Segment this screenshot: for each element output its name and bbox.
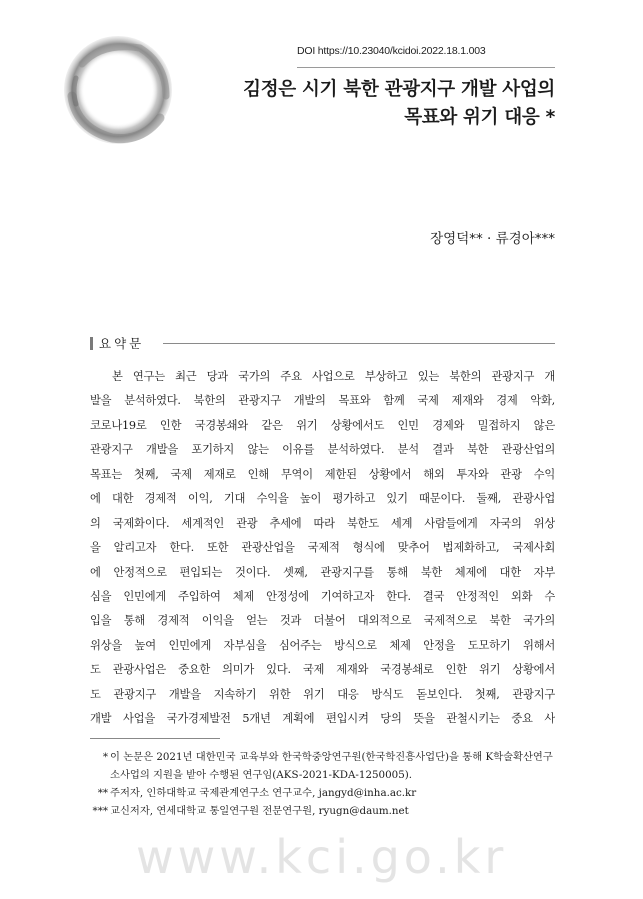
footnote-text: 이 논문은 2021년 대한민국 교육부와 한국학중앙연구원(한국학진흥사업단)을 통해 K학술확산연구소사업의 지원을 받아 수행된 연구임(AKS-2021-KDA-1250005).: [110, 751, 553, 781]
abstract-line: 에 대한 경제적 이익, 기대 수익을 높이 평가하고 있기 때문이다. 둘째, 관광사업: [90, 492, 555, 506]
abstract-line: 본 연구는 최근 당과 국가의 주요 사업으로 부상하고 있는 북한의 관광지구 개: [112, 370, 555, 383]
abstract-heading-label: 요약문: [99, 336, 145, 351]
footnote-text: 교신저자, 연세대학교 통일연구원 전문연구원, ryugn@daum.net: [110, 805, 409, 817]
doi-divider: [297, 67, 555, 68]
footnote-funding: [90, 748, 555, 784]
footnotes: [90, 748, 555, 820]
footnote-text: 주저자, 인하대학교 국제관계연구소 연구교수, jangyd@inha.ac.kr: [110, 787, 417, 799]
abstract-line: 도 관광사업은 중요한 의미가 있다. 국제 제재와 국경봉쇄로 인한 위기 상황에서: [90, 663, 555, 677]
kci-watermark: www.kci.go.kr: [136, 830, 508, 884]
doi-text: DOI https://10.23040/kcidoi.2022.18.1.003: [297, 45, 486, 57]
abstract-line: 입을 통해 경제적 이익을 얻는 것과 더불어 대외적으로 국제적으로 북한 국가의: [90, 614, 555, 628]
footnote-mark: *: [102, 751, 108, 763]
abstract-line: 도 관광지구 개발을 지속하기 위한 위기 대응 방식도 돋보인다. 첫째, 관광지구: [90, 687, 555, 701]
abstract-rule: [163, 343, 555, 344]
footnote-corresponding-author: [90, 802, 555, 820]
abstract-line: 관광지구 개발을 포기하지 않는 이유를 분석하였다. 분석 결과 북한 관광산업의: [90, 443, 555, 457]
abstract-line: 심을 인민에게 주입하여 체제 안정성에 기여하고자 한다. 결국 안정적인 외화 수: [90, 589, 555, 603]
footnote-mark: ***: [92, 805, 108, 817]
abstract-line: 에 안정적으로 편입되는 것이다. 셋째, 관광지구를 통해 북한 체제에 대한 자부: [90, 565, 555, 579]
abstract-line: 코로나19로 인한 국경봉쇄와 같은 위기 상황에서도 인민 경제와 밀접하지 않은: [90, 418, 555, 432]
footnote-rule: [90, 738, 220, 739]
footnote-first-author: [90, 784, 555, 802]
authors: 장영덕** · 류경아***: [430, 231, 555, 247]
footnote-mark: **: [97, 787, 108, 799]
title-line-2: 목표와 위기 대응 *: [404, 107, 555, 128]
abstract-line: 개발 사업을 국가경제발전 5개년 계획에 편입시켜 당의 뜻을 관철시키는 중요 사: [90, 712, 555, 726]
paper-title: [130, 76, 555, 132]
abstract-line: 발을 분석하였다. 북한의 관광지구 개발의 목표와 함께 국제 제재와 경제 악화,: [90, 394, 555, 408]
abstract-line: 을 알리고자 한다. 또한 관광산업을 국제적 형식에 맞추어 법제화하고, 국제사회: [90, 541, 555, 555]
abstract-body: [90, 365, 555, 732]
abstract-line: 위상을 높여 인민에게 자부심을 심어주는 방식으로 체제 안정을 도모하기 위해서: [90, 638, 555, 652]
heading-bar: [90, 337, 93, 350]
abstract-line: 의 국제화이다. 세계적인 관광 추세에 따라 북한도 세계 사람들에게 자국의 위상: [90, 516, 555, 530]
abstract-heading: [90, 334, 144, 352]
abstract-line: 목표는 첫째, 국제 제재로 인해 무역이 제한된 상황에서 해외 투자와 관광 수익: [90, 467, 555, 481]
title-line-1: 김정은 시기 북한 관광지구 개발 사업의: [243, 79, 555, 100]
